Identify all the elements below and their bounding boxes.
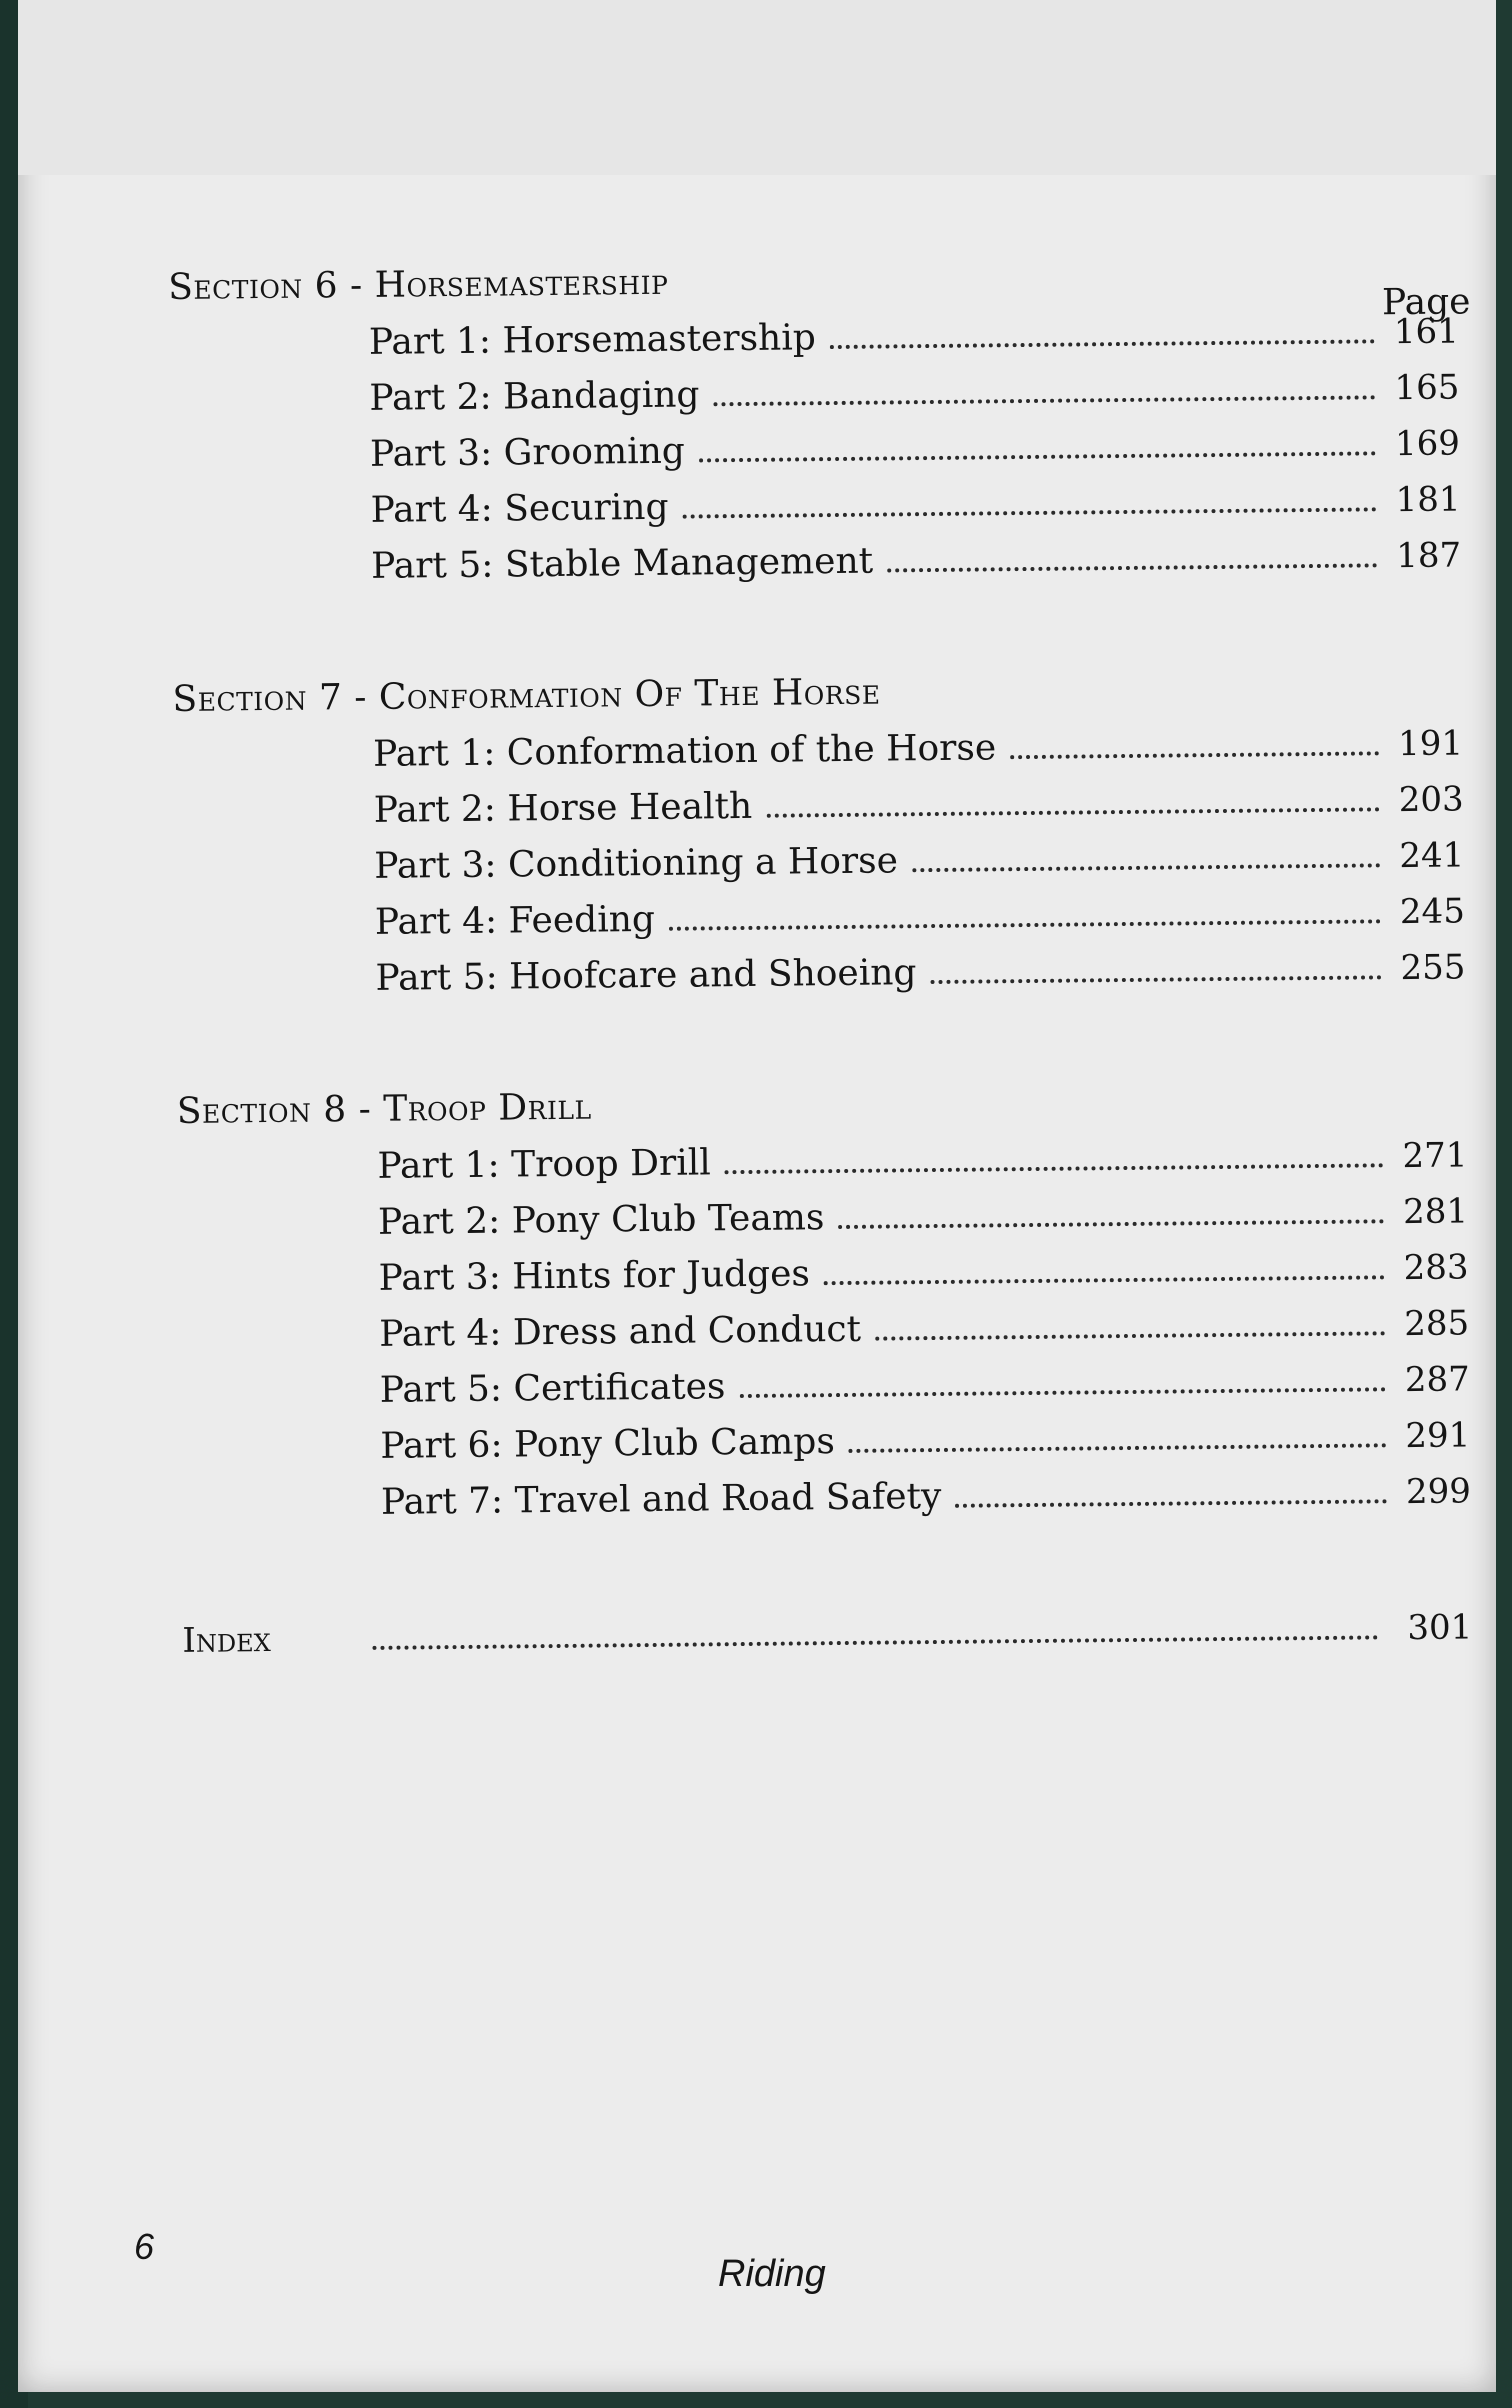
entry-label: Part 4: Securing: [370, 486, 669, 531]
leader-dots: [699, 451, 1376, 462]
entry-page: 283: [1403, 1247, 1469, 1289]
leader-dots: [725, 1163, 1384, 1174]
entry-page: 285: [1404, 1303, 1470, 1345]
entry-page: 255: [1400, 947, 1466, 989]
entry-label: Part 1: Horsemastership: [368, 317, 817, 363]
leader-dots: [955, 1499, 1387, 1508]
toc-section-6: [168, 251, 1461, 596]
entry-label: Part 1: Conformation of the Horse: [372, 727, 997, 775]
entry-label: Part 7: Travel and Road Safety: [380, 1475, 942, 1523]
leader-dots: [849, 1443, 1387, 1453]
leader-dots: [830, 339, 1375, 349]
leader-dots: [931, 975, 1382, 984]
entry-label: Part 3: Grooming: [369, 430, 686, 475]
leader-dots: [912, 863, 1380, 872]
entry-label: Part 5: Hoofcare and Shoeing: [375, 952, 917, 999]
leader-dots: [372, 1635, 1378, 1650]
entry-label: Part 5: Certificates: [379, 1366, 726, 1411]
entry-label: Part 1: Troop Drill: [377, 1142, 711, 1187]
entry-page: 165: [1394, 367, 1460, 409]
entry-label: Part 5: Stable Management: [370, 540, 874, 587]
toc-section-8: [177, 1075, 1472, 1532]
entry-label: Part 3: Hints for Judges: [378, 1253, 811, 1299]
leader-dots: [824, 1275, 1385, 1285]
entry-page: 181: [1395, 479, 1461, 521]
leader-dots: [683, 507, 1377, 518]
leader-dots: [838, 1219, 1384, 1229]
entry-label: Part 6: Pony Club Camps: [380, 1421, 836, 1467]
entry-page: 241: [1399, 835, 1465, 877]
leader-dots: [669, 919, 1381, 930]
page-shadow-top: [18, 0, 1496, 175]
leader-dots: [766, 807, 1380, 817]
leader-dots: [714, 395, 1376, 406]
entry-label: Part 4: Dress and Conduct: [378, 1308, 862, 1355]
entry-label: Part 4: Feeding: [374, 898, 656, 943]
entry-page: 169: [1394, 423, 1461, 465]
entry-page: 287: [1404, 1359, 1470, 1401]
footer-book-title: Riding: [718, 2253, 826, 2295]
footer-page-number: 6: [134, 2226, 155, 2267]
table-of-contents: [168, 251, 1473, 1668]
index-label: Index: [182, 1620, 271, 1661]
toc-index-entry: [182, 1599, 1473, 1669]
book-page: [18, 0, 1496, 2392]
page-column-heading: Page: [1381, 281, 1471, 324]
entry-page: 291: [1405, 1415, 1471, 1457]
leader-dots: [739, 1387, 1385, 1398]
toc-entry: [375, 939, 1466, 1006]
entry-label: Part 2: Bandaging: [369, 374, 700, 419]
entry-page: 299: [1405, 1471, 1472, 1513]
leader-dots: [1010, 751, 1379, 759]
section-title: Section 6 - Horsemastership: [168, 261, 669, 308]
entry-page: 281: [1402, 1191, 1469, 1233]
entry-page: 271: [1402, 1135, 1468, 1177]
leader-dots: [875, 1331, 1385, 1340]
entry-label: Part 2: Pony Club Teams: [377, 1197, 825, 1243]
toc-entry: [381, 1463, 1472, 1530]
section-title: Section 8 - Troop Drill: [176, 1086, 592, 1132]
entry-page: 161: [1393, 311, 1459, 353]
toc-section-7: [172, 663, 1465, 1008]
entry-label: Part 3: Conditioning a Horse: [374, 840, 899, 887]
entry-page: 203: [1398, 779, 1464, 821]
entry-page: 191: [1397, 723, 1464, 765]
section-title: Section 7 - Conformation Of The Horse: [172, 671, 881, 720]
index-page: 301: [1407, 1607, 1473, 1649]
entry-page: 245: [1399, 891, 1466, 933]
entry-page: 187: [1396, 535, 1462, 577]
leader-dots: [887, 563, 1377, 572]
toc-entry: [371, 527, 1462, 594]
entry-label: Part 2: Horse Health: [373, 785, 753, 831]
